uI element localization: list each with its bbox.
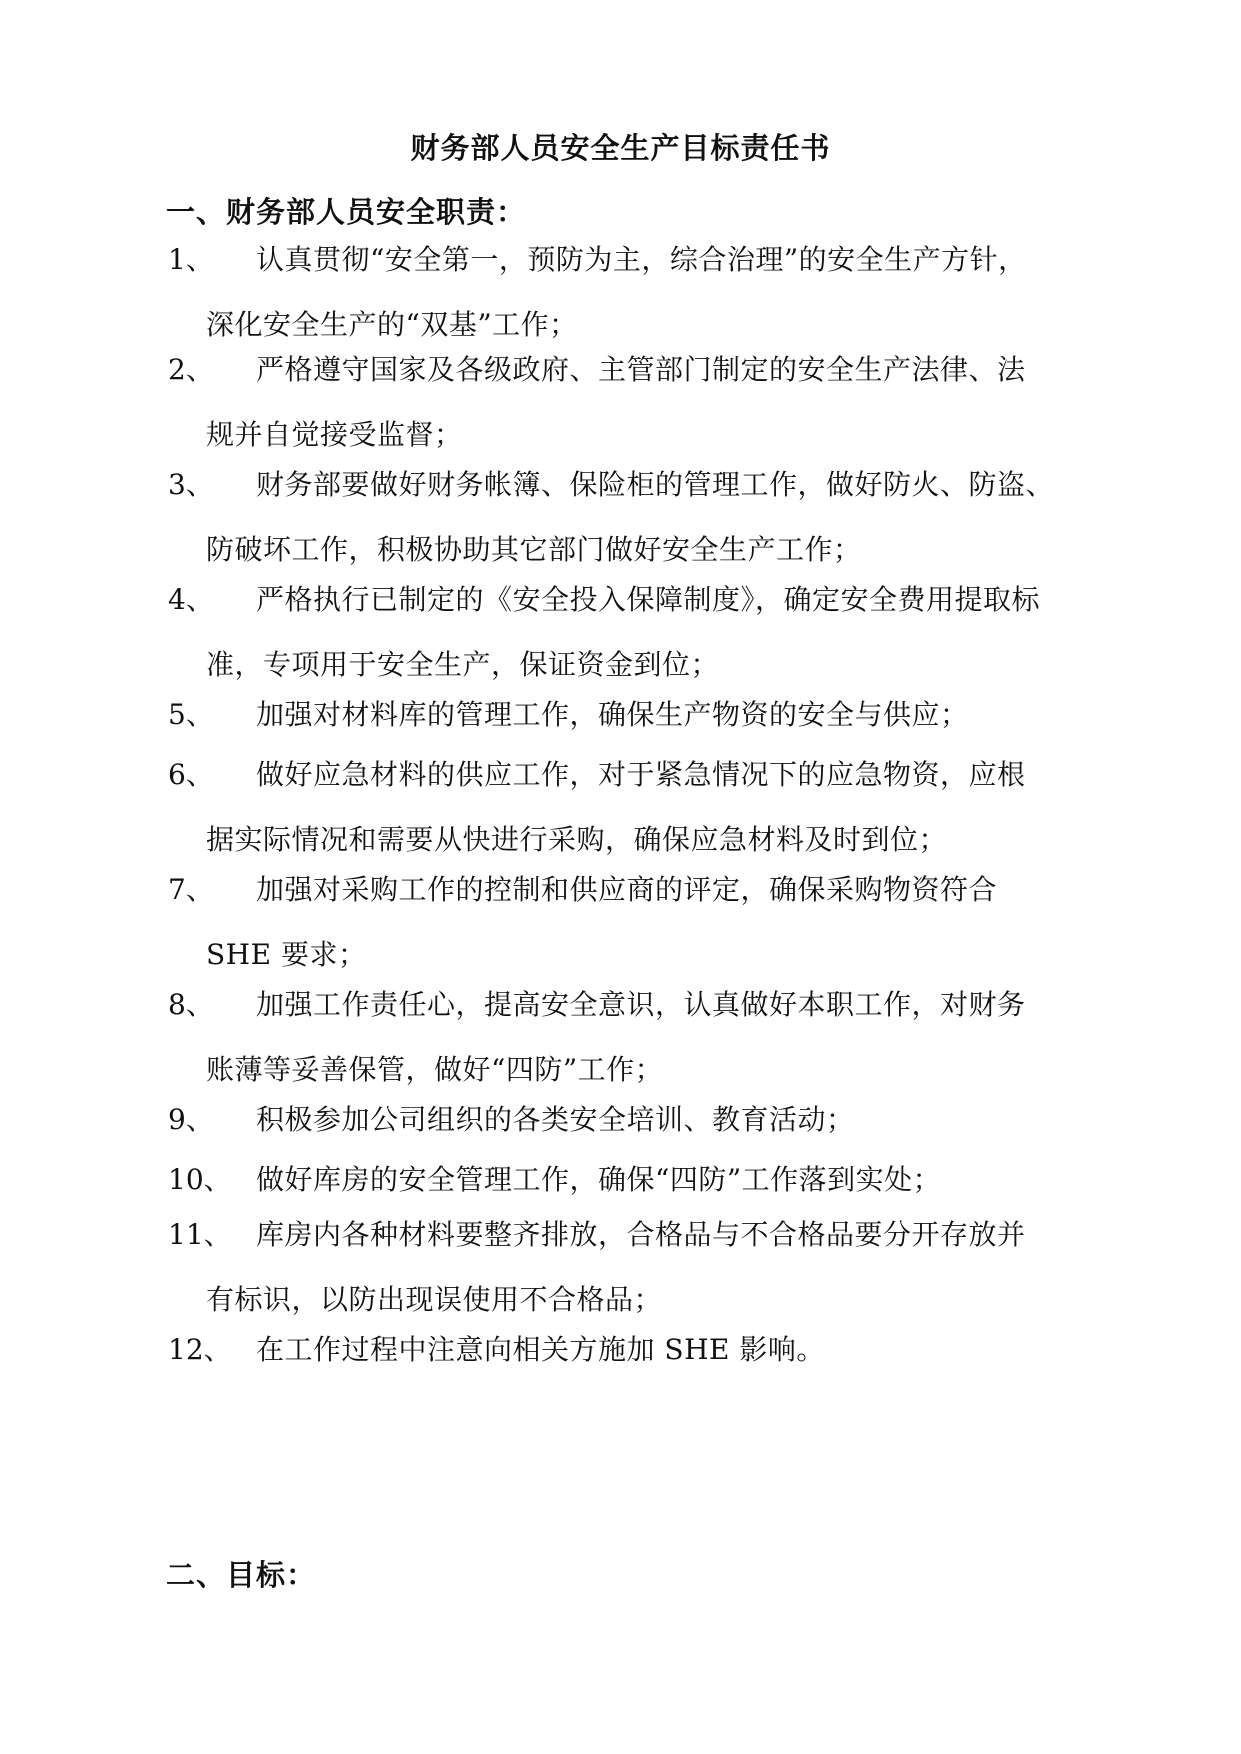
duty-number: 8、 (168, 988, 214, 1021)
duty-text-line: 据实际情况和需要从快进行采购，确保应急材料及时到位； (206, 823, 948, 856)
duty-text-line: 防破坏工作，积极协助其它部门做好安全生产工作； (206, 533, 862, 566)
duty-number: 9、 (168, 1103, 214, 1136)
duty-number: 2、 (168, 353, 214, 386)
duty-text-line: 加强对采购工作的控制和供应商的评定，确保采购物资符合 (256, 873, 998, 906)
duty-number: 10、 (168, 1163, 232, 1196)
duty-text-line: 加强对材料库的管理工作，确保生产物资的安全与供应； (256, 698, 969, 731)
duty-text-line: 财务部要做好财务帐簿、保险柜的管理工作，做好防火、防盗、 (256, 468, 1055, 501)
duty-text-line: 深化安全生产的“双基”工作； (206, 308, 578, 341)
section-heading-duties: 一、财务部人员安全职责： (166, 195, 527, 229)
duty-text-line: 规并自觉接受监督； (206, 418, 463, 451)
section-heading-goals: 二、目标： (166, 1558, 317, 1592)
duty-text-line: 有标识，以防出现误使用不合格品； (206, 1283, 663, 1316)
duty-text-line: 账薄等妥善保管，做好“四防”工作； (206, 1053, 664, 1086)
duty-text-line: 做好应急材料的供应工作，对于紧急情况下的应急物资，应根 (256, 758, 1026, 791)
duty-number: 12、 (168, 1333, 232, 1366)
duty-text-line: SHE 要求； (206, 938, 367, 971)
duty-text-line: 在工作过程中注意向相关方施加 SHE 影响。 (256, 1333, 825, 1366)
duty-number: 3、 (168, 468, 214, 501)
duty-text-line: 库房内各种材料要整齐排放，合格品与不合格品要分开存放并 (256, 1218, 1026, 1251)
duty-text-line: 做好库房的安全管理工作，确保“四防”工作落到实处； (256, 1163, 942, 1196)
duty-text-line: 认真贯彻“安全第一，预防为主，综合治理”的安全生产方针， (256, 243, 1027, 276)
duty-text-line: 加强工作责任心，提高安全意识，认真做好本职工作，对财务 (256, 988, 1026, 1021)
duty-number: 7、 (168, 873, 214, 906)
duty-number: 5、 (168, 698, 214, 731)
duty-number: 1、 (168, 243, 214, 276)
duty-number: 11、 (168, 1218, 232, 1251)
duty-text-line: 严格遵守国家及各级政府、主管部门制定的安全生产法律、法 (256, 353, 1026, 386)
duty-number: 6、 (168, 758, 214, 791)
duty-text-line: 积极参加公司组织的各类安全培训、教育活动； (256, 1103, 855, 1136)
duty-number: 4、 (168, 583, 214, 616)
duty-text-line: 准，专项用于安全生产，保证资金到位； (206, 648, 720, 681)
document-title: 财务部人员安全生产目标责任书 (410, 131, 831, 165)
duty-text-line: 严格执行已制定的《安全投入保障制度》，确定安全费用提取标 (256, 583, 1041, 616)
